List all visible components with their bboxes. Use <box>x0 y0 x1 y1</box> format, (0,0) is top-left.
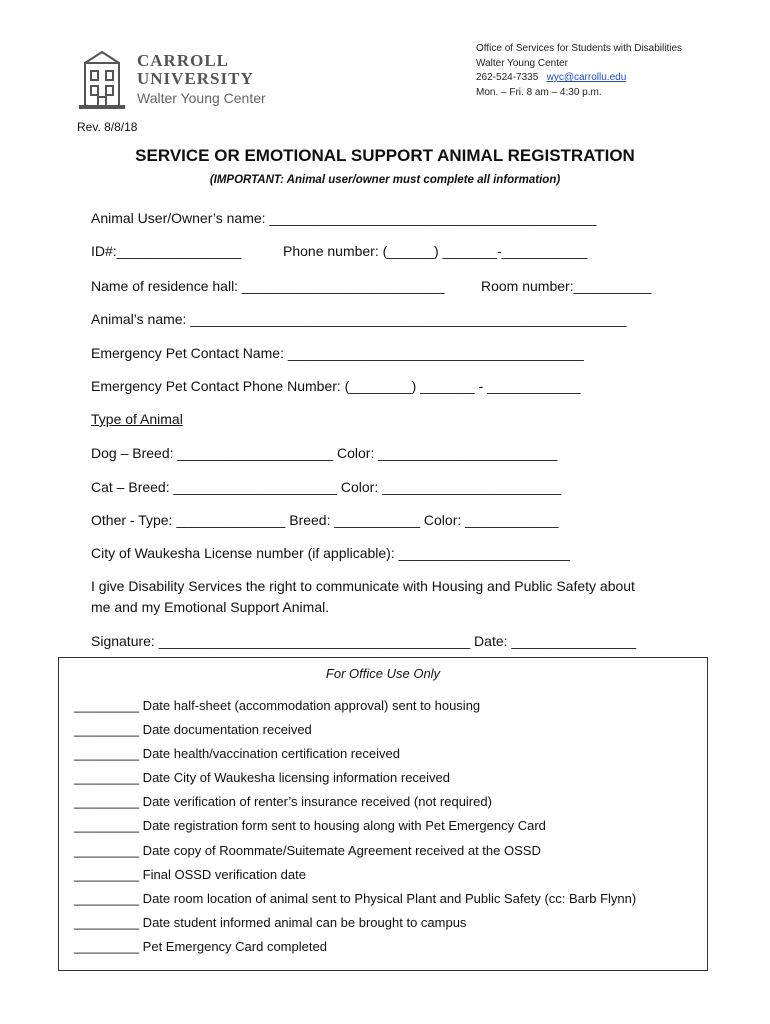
logo-text-carroll: CARROLL <box>137 51 230 70</box>
owner-name-field[interactable]: Animal User/Owner’s name: __________________________________________ <box>91 210 597 226</box>
room-number-field[interactable]: Room number:__________ <box>481 278 652 294</box>
office-use-item[interactable]: _________ Date City of Waukesha licensing information received <box>74 770 451 786</box>
office-use-item[interactable]: _________ Date room location of animal sent to Physical Plant and Public Safety (cc: Barb Flynn) <box>74 890 637 906</box>
logo-text-center: Walter Young Center <box>137 90 266 106</box>
phone-field[interactable]: Phone number: (______) _______-___________ <box>283 243 588 259</box>
office-use-list <box>74 698 636 963</box>
signature-date-field[interactable]: Signature: ________________________________________ Date: ________________ <box>91 633 636 649</box>
form-subtitle: (IMPORTANT: Animal user/owner must complete all information) <box>209 174 561 186</box>
office-use-item[interactable]: _________ Date verification of renter’s insurance received (not required) <box>74 794 492 810</box>
emergency-contact-name-field[interactable]: Emergency Pet Contact Name: ______________________________________ <box>91 345 584 361</box>
office-use-item[interactable]: _________ Date documentation received <box>74 722 312 738</box>
office-phone-email <box>476 71 682 86</box>
office-use-item[interactable]: _________ Date registration form sent to housing along with Pet Emergency Card <box>74 818 546 834</box>
university-logo <box>79 49 279 111</box>
id-field[interactable]: ID#:________________ <box>91 243 242 259</box>
residence-hall-field[interactable]: Name of residence hall: __________________________ <box>91 278 445 294</box>
office-name: Office of Services for Students with Disabilities <box>476 43 683 54</box>
license-number-field[interactable]: City of Waukesha License number (if applicable): ______________________ <box>91 545 570 561</box>
office-phone: 262-524-7335 <box>476 72 539 83</box>
office-use-title: For Office Use Only <box>325 666 441 681</box>
office-email-link[interactable]: wyc@carrollu.edu <box>546 72 627 83</box>
revision-date: Rev. 8/8/18 <box>77 120 138 134</box>
form-title: SERVICE OR EMOTIONAL SUPPORT ANIMAL REGISTRATION <box>135 146 635 165</box>
office-contact <box>476 42 682 100</box>
logo-text-university: UNIVERSITY <box>137 69 254 88</box>
consent-text-line-2: me and my Emotional Support Animal. <box>91 599 330 615</box>
office-use-item[interactable]: _________ Pet Emergency Card completed <box>74 938 327 954</box>
animal-name-field[interactable]: Animal’s name: ________________________________________________________ <box>91 311 627 327</box>
consent-text-line-1: I give Disability Services the right to communicate with Housing and Public Safety about <box>91 578 635 594</box>
dog-field[interactable]: Dog – Breed: ____________________ Color: _______________________ <box>91 445 558 461</box>
office-hours: Mon. – Fri. 8 am – 4:30 p.m. <box>476 86 602 98</box>
office-use-item[interactable]: _________ Date half-sheet (accommodation approval) sent to housing <box>74 698 481 713</box>
office-location: Walter Young Center <box>476 57 568 69</box>
other-animal-field[interactable]: Other - Type: ______________ Breed: ___________ Color: ____________ <box>91 512 559 528</box>
office-use-item[interactable]: _________ Date copy of Roommate/Suitemate Agreement received at the OSSD <box>74 842 541 858</box>
cat-field[interactable]: Cat – Breed: _____________________ Color: _______________________ <box>91 479 562 495</box>
office-use-item[interactable]: _________ Date student informed animal can be brought to campus <box>74 914 467 930</box>
office-use-item[interactable]: _________ Final OSSD verification date <box>74 866 306 882</box>
type-of-animal-heading: Type of Animal <box>91 411 183 427</box>
office-use-box <box>58 657 708 971</box>
emergency-contact-phone-field[interactable]: Emergency Pet Contact Phone Number: (________) _______ - ____________ <box>91 378 581 394</box>
building-icon <box>79 49 125 111</box>
office-use-item[interactable]: _________ Date health/vaccination certification received <box>74 746 400 762</box>
